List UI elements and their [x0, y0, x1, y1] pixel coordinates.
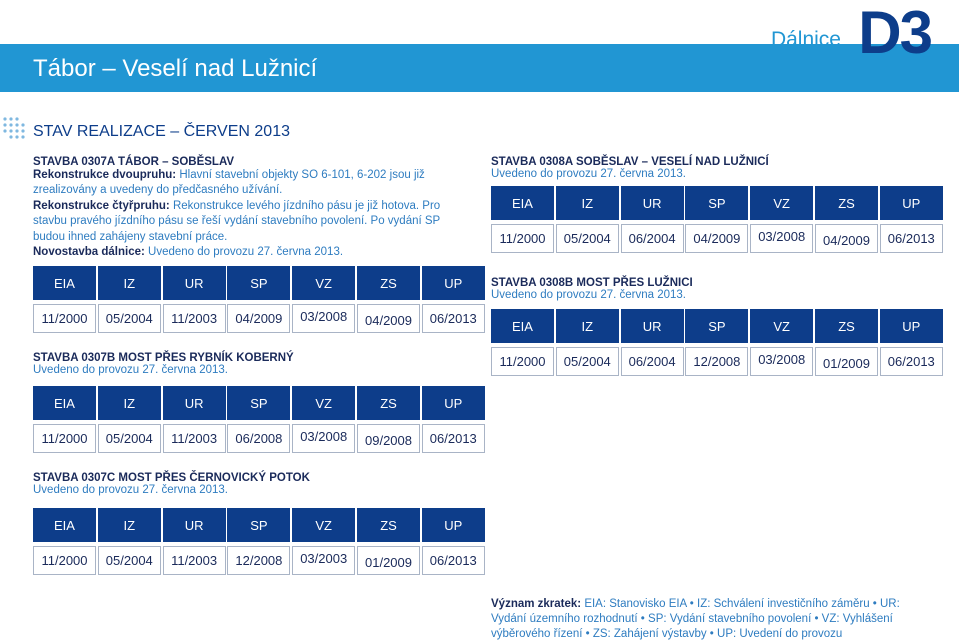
column-header-zs: ZS [357, 386, 420, 420]
column-header-sp: SP [685, 186, 748, 220]
column-header-up: UP [422, 266, 485, 300]
column-header-eia: EIA [491, 186, 554, 220]
milestone-date-ur: 06/2004 [621, 224, 684, 253]
column-header-eia: EIA [33, 508, 96, 542]
column-header-up: UP [880, 186, 943, 220]
column-header-vz: VZ [750, 186, 813, 220]
column-header-sp: SP [227, 386, 290, 420]
section-title: STAVBA 0307C MOST PŘES ČERNOVICKÝ POTOK [33, 472, 310, 484]
legend-text: EIA: Stanovisko EIA • IZ: Schválení investičního záměru • UR: Vydání územního rozhodnutí • SP: Vydání stavebního povolení • VZ: Vyhlášení výběrového řízení • ZS: Zahájení výstavby • UP: Uvedení do provozu [491, 598, 900, 641]
milestone-date-ur: 11/2003 [163, 424, 226, 453]
column-header-ur: UR [163, 386, 226, 420]
paragraph-ctyrpruh [33, 199, 473, 245]
dots-icon [2, 116, 28, 142]
column-header-iz: IZ [556, 186, 619, 220]
column-header-up: UP [422, 508, 485, 542]
column-header-iz: IZ [556, 309, 619, 343]
milestone-date-iz: 05/2004 [98, 424, 161, 453]
milestone-date-eia: 11/2000 [491, 224, 554, 253]
column-header-iz: IZ [98, 508, 161, 542]
milestone-date-iz: 05/2004 [98, 546, 161, 575]
milestone-date-iz: 05/2004 [556, 224, 619, 253]
section-note: Uvedeno do provozu 27. června 2013. [33, 484, 228, 496]
milestone-date-up: 06/2013 [880, 347, 943, 376]
milestone-date-eia: 11/2000 [33, 304, 96, 333]
status-title: STAV REALIZACE – ČERVEN 2013 [33, 123, 290, 140]
milestone-date-sp: 06/2008 [227, 424, 290, 453]
milestone-date-eia: 11/2000 [491, 347, 554, 376]
column-header-sp: SP [685, 309, 748, 343]
para-label: Novostavba dálnice: [33, 246, 145, 259]
column-header-eia: EIA [33, 386, 96, 420]
section-0307b [33, 352, 294, 376]
milestone-date-zs: 01/2009 [815, 347, 878, 376]
milestone-date-ur: 11/2003 [163, 546, 226, 575]
column-header-sp: SP [227, 266, 290, 300]
milestone-date-up: 06/2013 [422, 304, 485, 333]
milestone-date-vz: 03/2008 [750, 224, 813, 253]
milestone-date-sp: 04/2009 [227, 304, 290, 333]
legend-label: Význam zkratek: [491, 598, 582, 610]
column-header-up: UP [880, 309, 943, 343]
milestone-date-sp: 12/2008 [685, 347, 748, 376]
para-text: Uvedeno do provozu 27. června 2013. [144, 246, 344, 259]
milestone-date-zs: 04/2009 [815, 224, 878, 253]
column-header-ur: UR [621, 309, 684, 343]
section-0307a [33, 156, 473, 260]
column-header-eia: EIA [491, 309, 554, 343]
paragraph-novostavba [33, 245, 473, 260]
milestone-date-ur: 06/2004 [621, 347, 684, 376]
brand-code: D3 [858, 0, 931, 66]
milestone-date-eia: 11/2000 [33, 546, 96, 575]
column-header-vz: VZ [750, 309, 813, 343]
brand-logo [711, 0, 931, 66]
section-0307c [33, 472, 310, 496]
column-header-up: UP [422, 386, 485, 420]
brand-word: Dálnice [770, 28, 841, 51]
milestone-date-eia: 11/2000 [33, 424, 96, 453]
para-label: Rekonstrukce dvoupruhu: [33, 169, 177, 181]
para-text: Hlavní stavební objekty SO 6-101, 6-202 jsou již zrealizovány a uvedeny do předčasného užívání. [33, 169, 425, 197]
milestone-date-iz: 05/2004 [98, 304, 161, 333]
para-label: Rekonstrukce čtyřpruhu: [33, 199, 170, 212]
section-note: Uvedeno do provozu 27. června 2013. [491, 168, 686, 180]
milestone-date-sp: 04/2009 [685, 224, 748, 253]
milestone-date-up: 06/2013 [880, 224, 943, 253]
milestone-date-zs: 04/2009 [357, 304, 420, 333]
legend [491, 597, 929, 643]
milestone-date-vz: 03/2003 [292, 546, 355, 575]
section-note: Uvedeno do provozu 27. června 2013. [33, 364, 228, 376]
section-title: STAVBA 0308B MOST PŘES LUŽNICI [491, 277, 693, 289]
column-header-eia: EIA [33, 266, 96, 300]
section-title: STAVBA 0308A SOBĚSLAV – VESELÍ NAD LUŽNICÍ [491, 156, 769, 168]
milestone-date-iz: 05/2004 [556, 347, 619, 376]
column-header-iz: IZ [98, 266, 161, 300]
milestone-table-0307a [33, 266, 485, 333]
milestone-date-vz: 03/2008 [292, 424, 355, 453]
column-header-vz: VZ [292, 266, 355, 300]
column-header-iz: IZ [98, 386, 161, 420]
column-header-ur: UR [163, 508, 226, 542]
paragraph-dvoupruh [33, 168, 473, 199]
section-note: Uvedeno do provozu 27. června 2013. [491, 289, 686, 301]
column-header-zs: ZS [815, 186, 878, 220]
column-header-sp: SP [227, 508, 290, 542]
column-header-vz: VZ [292, 508, 355, 542]
para-text: Rekonstrukce levého jízdního pásu je již hotova. Pro stavbu pravého jízdního pásu se řeší vydání stavebního povolení. Po vydání SP budou ihned zahájeny stavební práce. [33, 199, 441, 243]
milestone-date-vz: 03/2008 [750, 347, 813, 376]
section-title: STAVBA 0307B MOST PŘES RYBNÍK KOBERNÝ [33, 352, 294, 364]
milestone-date-zs: 09/2008 [357, 424, 420, 453]
page-title: Tábor – Veselí nad Lužnicí [33, 55, 318, 82]
milestone-date-ur: 11/2003 [163, 304, 226, 333]
section-0308b [491, 277, 693, 301]
column-header-vz: VZ [292, 386, 355, 420]
column-header-ur: UR [163, 266, 226, 300]
column-header-zs: ZS [357, 508, 420, 542]
milestone-table-0307b [33, 386, 485, 453]
milestone-table-0307c [33, 508, 485, 575]
milestone-table-0308b [491, 309, 943, 376]
milestone-date-sp: 12/2008 [227, 546, 290, 575]
column-header-zs: ZS [815, 309, 878, 343]
milestone-date-up: 06/2013 [422, 424, 485, 453]
milestone-date-vz: 03/2008 [292, 304, 355, 333]
column-header-ur: UR [621, 186, 684, 220]
section-0308a [491, 156, 769, 180]
column-header-zs: ZS [357, 266, 420, 300]
milestone-table-0308a [491, 186, 943, 253]
section-title: STAVBA 0307A TÁBOR – SOBĚSLAV [33, 156, 235, 168]
milestone-date-zs: 01/2009 [357, 546, 420, 575]
milestone-date-up: 06/2013 [422, 546, 485, 575]
